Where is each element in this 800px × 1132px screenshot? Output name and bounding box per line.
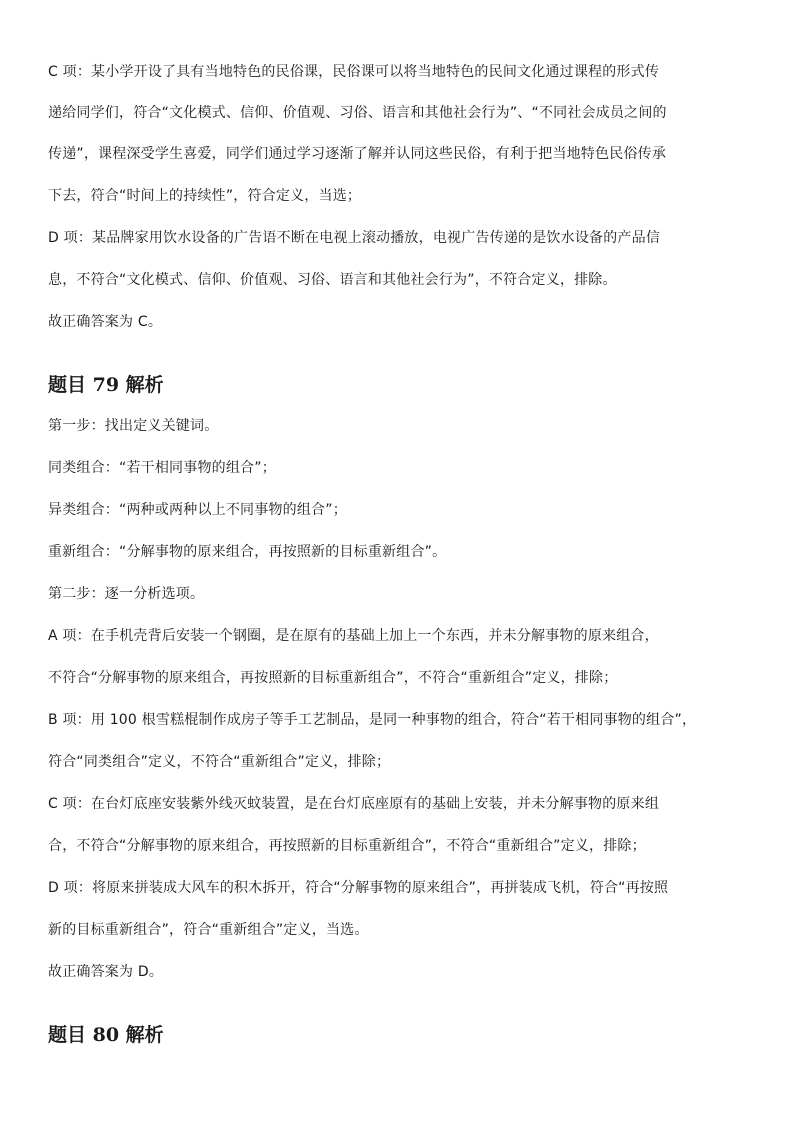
option-d-line-1-q79: D 项：将原来拼装成大风车的积木拆开，符合“分解事物的原来组合”，再拼装成飞机，符合“再按照: [48, 880, 669, 896]
section-heading-80: 题目 80 解析: [48, 1024, 164, 1046]
option-d-line-1: D 项：某品牌家用饮水设备的广告语不断在电视上滚动播放，电视广告传递的是饮水设备的产品信: [48, 230, 661, 246]
option-c-line-3: 传递”，课程深受学生喜爱，同学们通过学习逐渐了解并认同这些民俗，有利于把当地特色民俗传承: [48, 146, 667, 162]
option-c-line-1: C 项：某小学开设了具有当地特色的民俗课，民俗课可以将当地特色的民间文化通过课程的形式传: [48, 64, 660, 80]
option-d-line-2-q79: 新的目标重新组合”，符合“重新组合”定义，当选。: [48, 922, 369, 938]
option-c-line-4: 下去，符合“时间上的持续性”，符合定义，当选；: [48, 188, 362, 204]
keyword-same-type: 同类组合：“若干相同事物的组合”；: [48, 460, 276, 476]
option-c-line-2-q79: 合，不符合“分解事物的原来组合，再按照新的目标重新组合”，不符合“重新组合”定义，排除；: [48, 838, 646, 854]
option-b-line-2: 符合“同类组合”定义，不符合“重新组合”定义，排除；: [48, 754, 391, 770]
keyword-different-type: 异类组合：“两种或两种以上不同事物的组合”；: [48, 502, 347, 518]
option-c-line-2: 递给同学们，符合“文化模式、信仰、价值观、习俗、语言和其他社会行为”、“不同社会成员之间的: [48, 105, 667, 121]
option-d-line-2: 息，不符合“文化模式、信仰、价值观、习俗、语言和其他社会行为”，不符合定义，排除。: [48, 272, 617, 288]
option-a-line-2: 不符合“分解事物的原来组合，再按照新的目标重新组合”，不符合“重新组合”定义，排除；: [48, 670, 618, 686]
option-a-line-1: A 项：在手机壳背后安装一个钢圈，是在原有的基础上加上一个东西，并未分解事物的原来组合，: [48, 628, 659, 644]
answer-line-q79: 故正确答案为 D。: [48, 964, 164, 980]
step-2-line: 第二步：逐一分析选项。: [48, 586, 205, 602]
answer-line: 故正确答案为 C。: [48, 314, 163, 330]
option-b-line-1: B 项：用 100 根雪糕棍制作成房子等手工艺制品，是同一种事物的组合，符合“若干相同事物的组合”，: [48, 712, 697, 728]
section-heading-79: 题目 79 解析: [48, 374, 164, 396]
step-1-line: 第一步：找出定义关键词。: [48, 418, 219, 434]
option-c-line-1-q79: C 项：在台灯底座安装紫外线灭蚊装置，是在台灯底座原有的基础上安装，并未分解事物的原来组: [48, 796, 660, 812]
keyword-recombine: 重新组合：“分解事物的原来组合，再按照新的目标重新组合”。: [48, 544, 447, 560]
